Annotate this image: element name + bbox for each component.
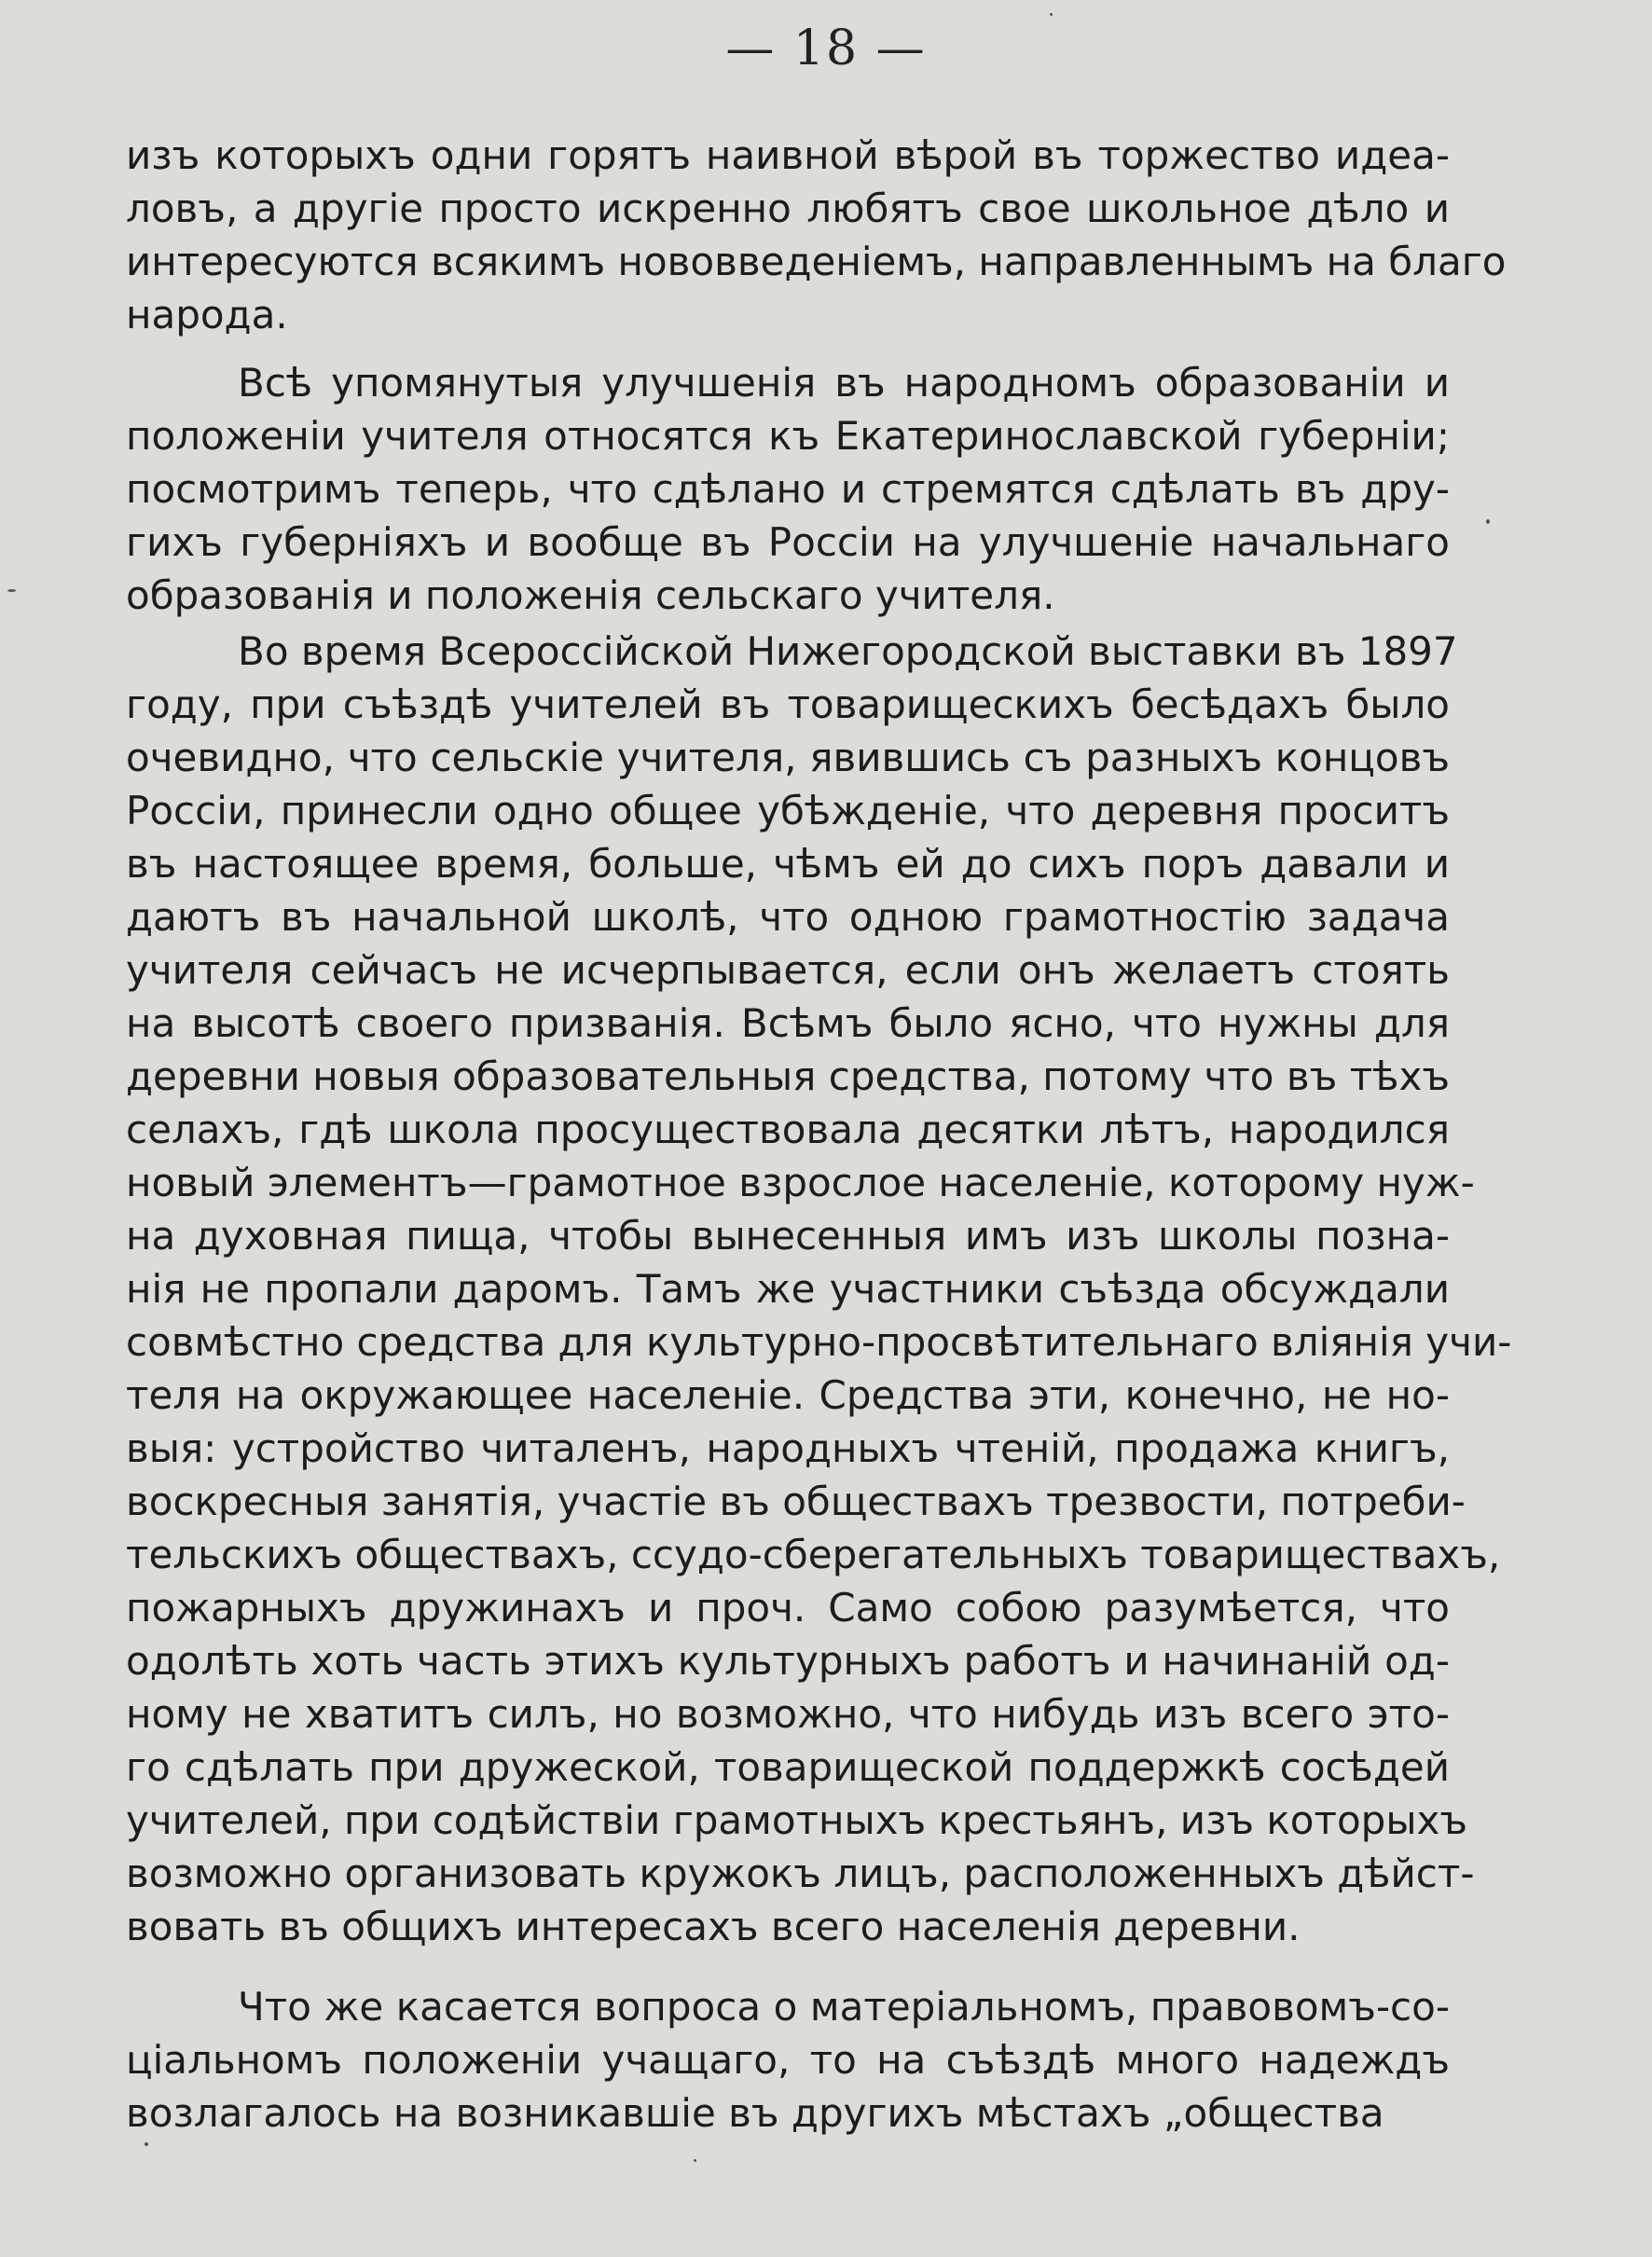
text-line: одолѣть хоть часть этихъ культурныхъ работъ и начинаній од-	[126, 1638, 1450, 1684]
text-line: образованія и положенія сельскаго учителя.	[126, 572, 1055, 618]
text-line: деревни новыя образовательныя средства, потому что въ тѣхъ	[126, 1053, 1450, 1099]
text-line: интересуются всякимъ нововведеніемъ, направленнымъ на благо	[126, 239, 1507, 284]
text-line: изъ которыхъ одни горятъ наивной вѣрой въ торжество идеа-	[126, 132, 1450, 178]
text-line: теля на окружающее населеніе. Средства эти, конечно, не но-	[126, 1372, 1450, 1418]
text-line: на духовная пища, чтобы вынесенныя имъ изъ школы позна-	[126, 1213, 1450, 1259]
paragraph	[126, 356, 1450, 622]
paragraph	[126, 129, 1507, 341]
text-line: вовать въ общихъ интересахъ всего населенія деревни.	[126, 1904, 1301, 1949]
text-line: учителя сейчасъ не исчерпывается, если онъ желаетъ стоять	[126, 947, 1450, 993]
text-line: положеніи учителя относятся къ Екатеринославской губерніи;	[126, 413, 1450, 459]
text-line: году, при съѣздѣ учителей въ товарищескихъ бесѣдахъ было	[126, 681, 1450, 727]
text-line: совмѣстно средства для культурно-просвѣтительнаго вліянія учи-	[126, 1319, 1512, 1365]
print-speck	[1050, 13, 1053, 16]
text-line: на высотѣ своего призванія. Всѣмъ было ясно, что нужны для	[126, 1000, 1450, 1046]
print-speck	[694, 2159, 696, 2162]
text-line: Что же касается вопроса о матеріальномъ, правовомъ-со-	[238, 1984, 1450, 2030]
paragraph	[126, 625, 1512, 1953]
text-line: Во время Всероссійской Нижегородской выставки въ 1897	[238, 628, 1458, 674]
text-line: новый элементъ—грамотное взрослое населеніе, которому нуж-	[126, 1160, 1475, 1205]
text-line: воскресныя занятія, участіе въ обществахъ трезвости, потреби-	[126, 1479, 1466, 1524]
text-line: ловъ, а другіе просто искренно любятъ свое школьное дѣло и	[126, 186, 1450, 231]
text-line: посмотримъ теперь, что сдѣлано и стремятся сдѣлать въ дру-	[126, 466, 1450, 512]
text-line: возможно организовать кружокъ лицъ, расположенныхъ дѣйст-	[126, 1851, 1475, 1896]
text-line: пожарныхъ дружинахъ и проч. Само собою разумѣется, что	[126, 1585, 1450, 1631]
paragraph	[126, 1980, 1450, 2140]
print-speck	[7, 589, 16, 592]
text-line: Всѣ упомянутыя улучшенія въ народномъ образованіи и	[238, 360, 1450, 406]
print-speck	[145, 2142, 148, 2146]
page-number: — 18 —	[725, 21, 927, 76]
print-speck	[1486, 519, 1490, 524]
text-line: го сдѣлать при дружеской, товарищеской поддержкѣ сосѣдей	[126, 1744, 1450, 1790]
text-line: тельскихъ обществахъ, ссудо-сберегательныхъ товариществахъ,	[126, 1532, 1501, 1577]
text-line: даютъ въ начальной школѣ, что одною грамотностію задача	[126, 894, 1450, 940]
text-line: возлагалось на возникавшіе въ другихъ мѣстахъ „общества	[126, 2090, 1384, 2136]
text-line: учителей, при содѣйствіи грамотныхъ крестьянъ, изъ которыхъ	[126, 1797, 1468, 1843]
text-line: выя: устройство читаленъ, народныхъ чтеній, продажа книгъ,	[126, 1425, 1450, 1471]
text-line: нія не пропали даромъ. Тамъ же участники съѣзда обсуждали	[126, 1266, 1450, 1312]
text-line: народа.	[126, 292, 288, 337]
text-line: Россіи, принесли одно общее убѣжденіе, что деревня проситъ	[126, 788, 1450, 833]
text-line: очевидно, что сельскіе учителя, явившись съ разныхъ концовъ	[126, 735, 1450, 780]
text-line: селахъ, гдѣ школа просуществовала десятки лѣтъ, народился	[126, 1107, 1450, 1152]
text-line: ціальномъ положеніи учащаго, то на съѣздѣ много надеждъ	[126, 2037, 1450, 2083]
text-line: ному не хватитъ силъ, но возможно, что нибудь изъ всего это-	[126, 1691, 1450, 1737]
text-line: въ настоящее время, больше, чѣмъ ей до сихъ поръ давали и	[126, 841, 1450, 887]
text-line: гихъ губерніяхъ и вообще въ Россіи на улучшеніе начальнаго	[126, 519, 1450, 565]
